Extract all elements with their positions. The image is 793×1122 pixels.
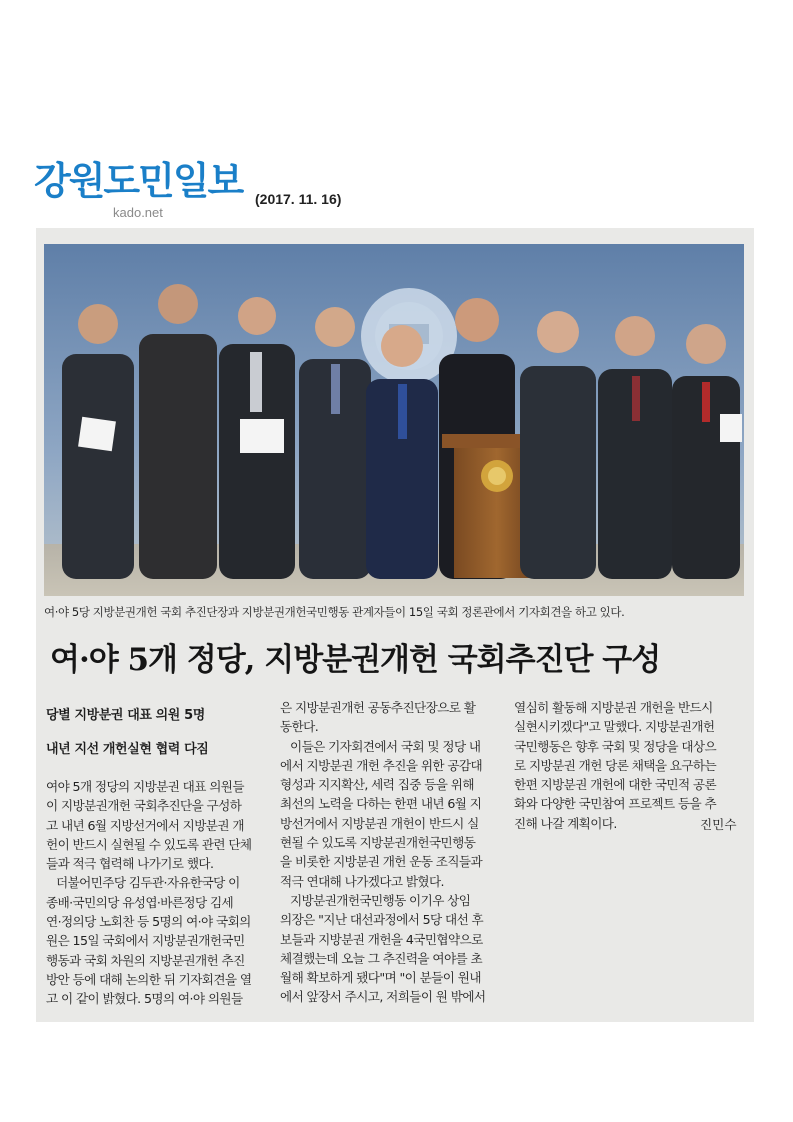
press-conference-photo [44,244,744,596]
body-line: 행동과 국회 차원의 지방분권개헌 추진 [46,952,245,968]
body-line: 방선거에서 지방분권 개헌이 반드시 실 [280,815,479,831]
body-line: 이들은 기자회견에서 국회 및 정당 내 [290,738,481,754]
body-line: 원은 15일 국회에서 지방분권개헌국민 [46,933,245,949]
body-line: 열심히 활동해 지방분권 개헌을 반드시 [514,700,713,715]
photo-caption: 여·야 5당 지방분권개헌 국회 추진단장과 지방분권개헌국민행동 관계자들이 15일 국회 정론관에서 기자회견을 하고 있다. [44,605,625,619]
body-line: 고 내년 6월 지방선거에서 지방분권 개 [46,817,244,833]
body-line: 로 지방분권 개헌 당론 채택을 요구하는 [514,757,717,773]
article-clipping [36,228,754,1022]
body-line: 에서 지방분권 개헌 추진을 위한 공감대 [280,757,483,773]
reporter-byline: 진민수 [700,817,737,832]
body-line: 화와 다양한 국민참여 프로젝트 등을 추 [514,796,717,812]
body-line: 실현시키겠다"고 말했다. 지방분권개헌 [514,719,715,735]
article-subheading-1: 당별 지방분권 대표 의원 5명 [46,708,205,723]
body-line: 은 지방분권개헌 공동추진단장으로 활 [280,700,476,715]
body-line: 동한다. [280,719,319,735]
article-subheading-2: 내년 지선 개헌실현 협력 다짐 [46,742,209,757]
body-line: 을 비롯한 지방분권 개헌 운동 조직들과 [280,854,483,870]
body-line: 의장은 "지난 대선과정에서 5당 대선 후 [280,912,484,928]
body-line: 들과 적극 협력해 나가기로 했다. [46,856,214,872]
body-line: 한편 지방분권 개헌에 대한 국민적 공론 [514,777,717,793]
body-line: 보들과 지방분권 개헌을 4국민협약으로 [280,931,483,947]
body-line: 현될 수 있도록 지방분권개헌국민행동 [280,835,476,851]
body-line: 에서 앞장서 주시고, 저희들이 원 밖에서 [280,989,486,1005]
body-line: 최선의 노력을 다하는 한편 내년 6월 지 [280,796,482,812]
body-line: 헌이 반드시 실현될 수 있도록 관련 단체 [46,836,252,852]
body-line: 체결했는데 오늘 그 추진력을 여야를 초 [280,950,483,966]
body-line: 형성과 지지확산, 세력 집중 등을 위해 [280,777,474,793]
body-line: 방안 등에 대해 논의한 뒤 기자회견을 열 [46,971,252,987]
body-line: 종배·국민의당 유성엽·바른정당 김세 [46,894,234,910]
publication-date: (2017. 11. 16) [255,191,342,207]
body-line: 이 지방분권개헌 국회추진단을 구성하 [46,798,242,814]
article-headline: 여·야 5개 정당, 지방분권개헌 국회추진단 구성 [50,642,661,678]
website-label: kado.net [113,205,163,220]
body-line: 진해 나갈 계획이다. [514,815,617,831]
body-line: 더불어민주당 김두관·자유한국당 이 [56,875,240,891]
newspaper-logo: 강원도민일보 [34,159,243,203]
body-line: 월해 확보하게 됐다"며 "이 분들이 원내 [280,970,481,986]
body-line: 적극 연대해 나가겠다고 밝혔다. [280,873,444,889]
body-line: 고 이 같이 밝혔다. 5명의 여·야 의원들 [46,991,243,1007]
body-line: 연·정의당 노회찬 등 5명의 여·야 국회의 [46,914,251,930]
body-line: 여야 5개 정당의 지방분권 대표 의원들 [46,779,244,794]
body-line: 국민행동은 향후 국회 및 정당을 대상으 [514,738,717,754]
body-line: 지방분권개헌국민행동 이기우 상임 [290,892,471,908]
